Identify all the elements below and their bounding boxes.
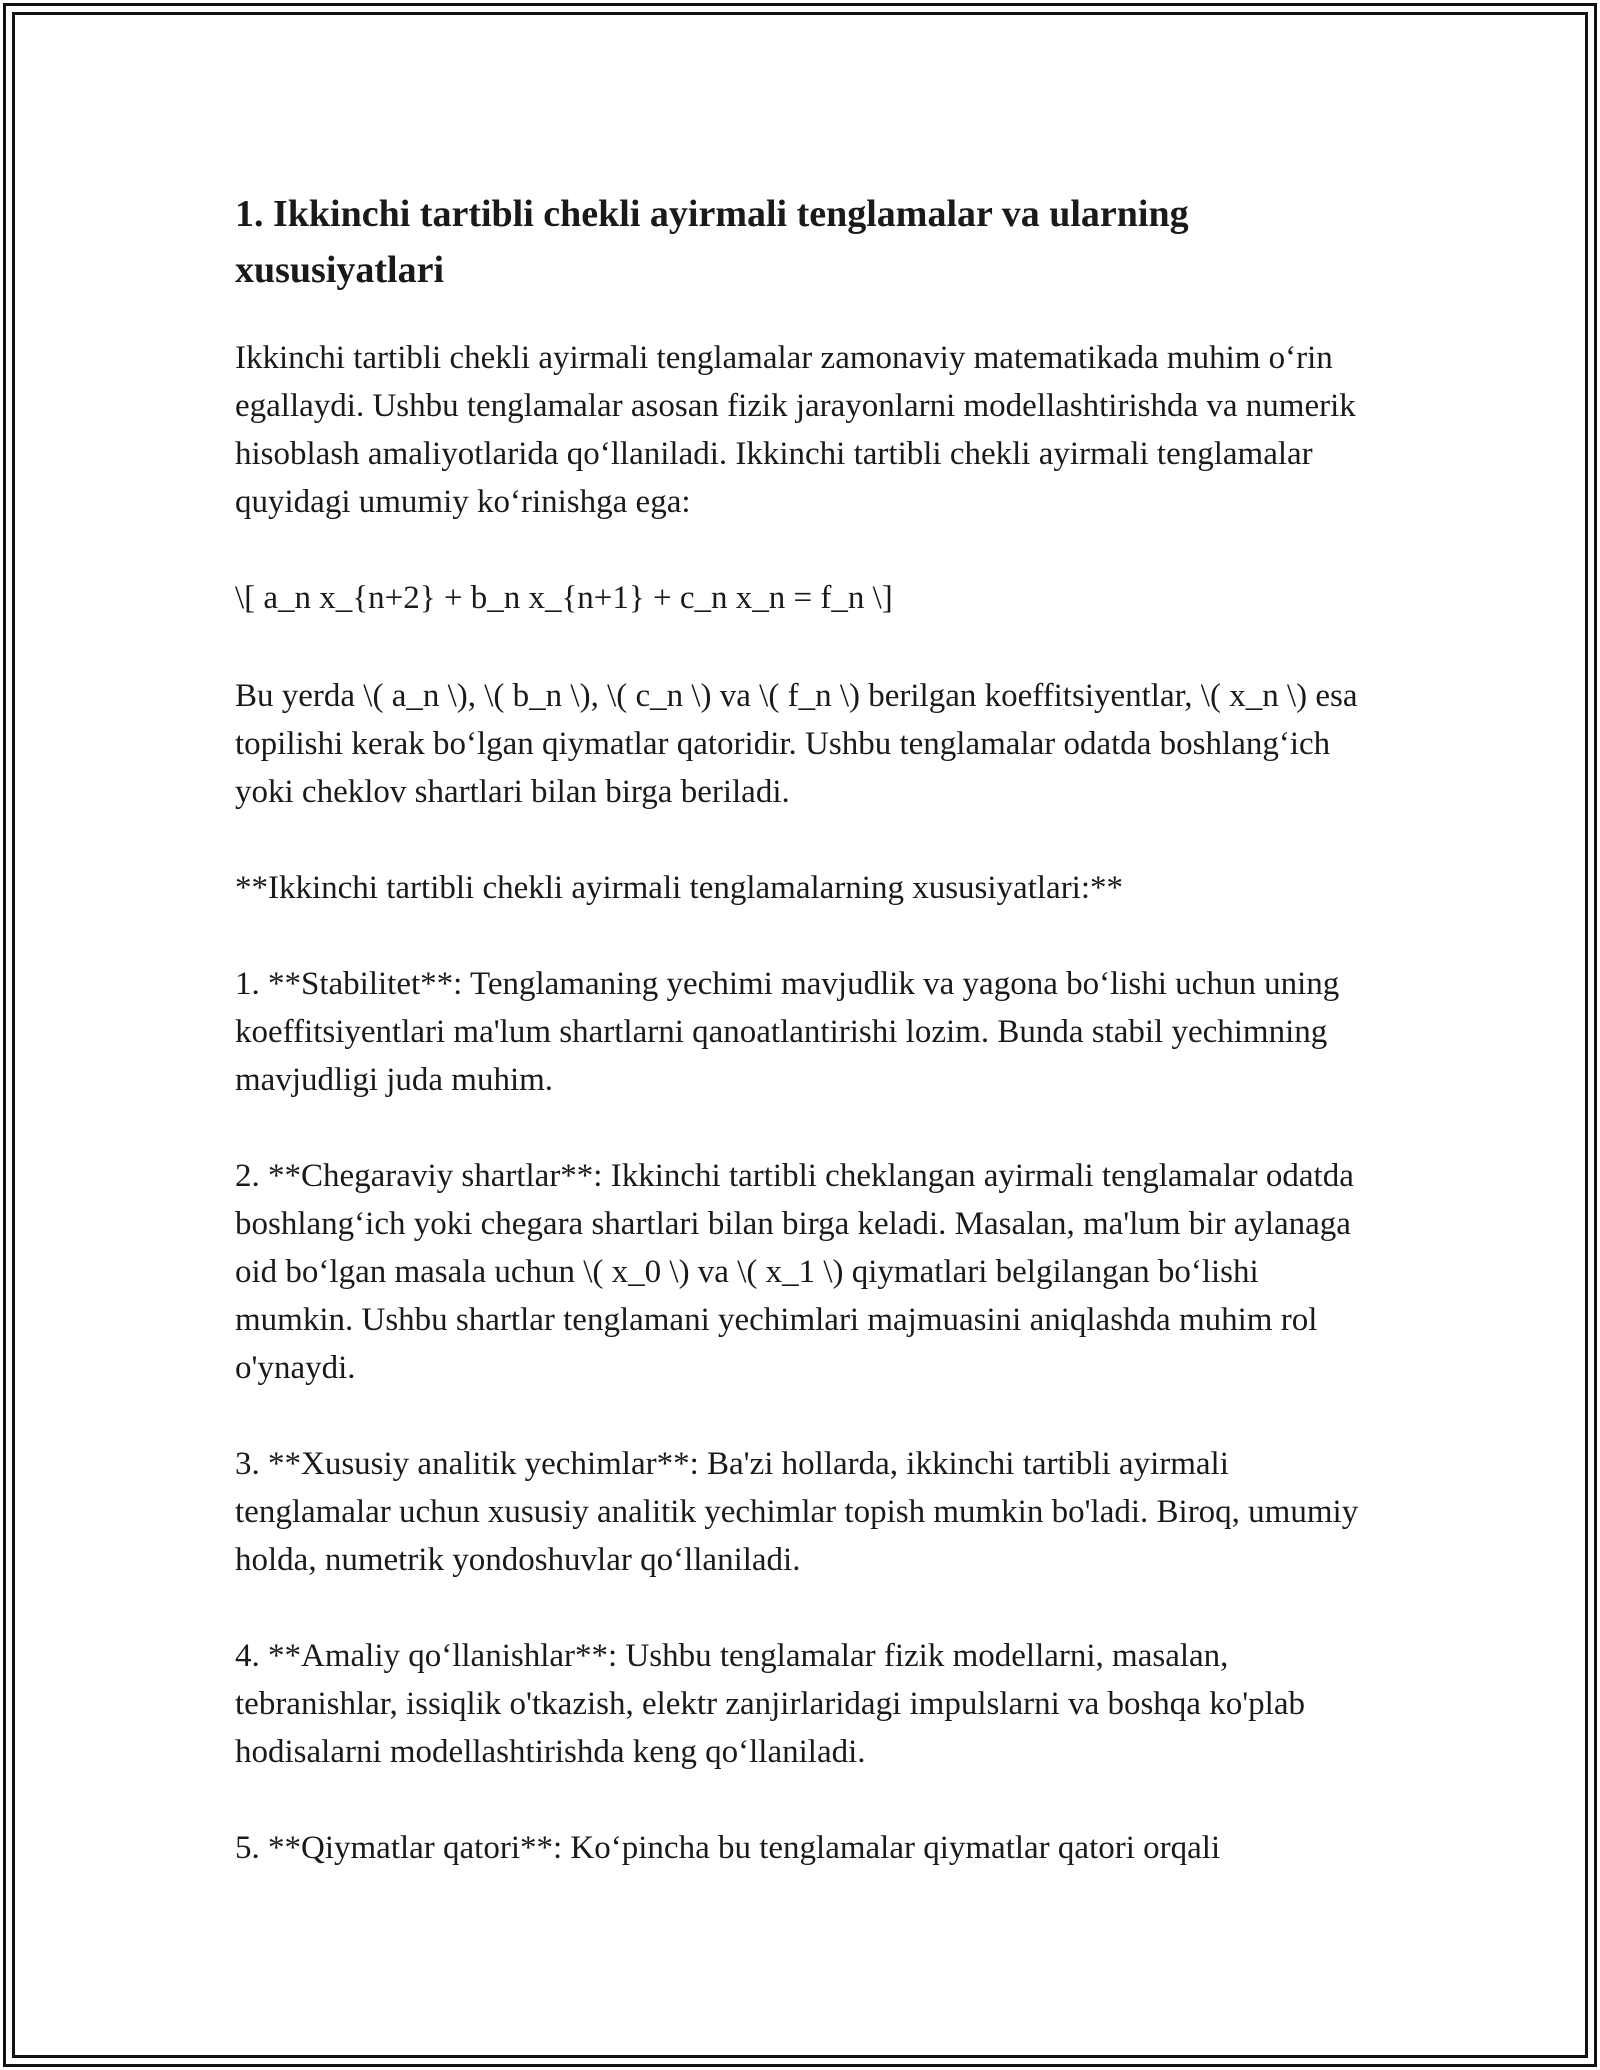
property-item-boundary-conditions: 2. **Chegaraviy shartlar**: Ikkinchi tartibli cheklangan ayirmali tenglamalar odatda boshlang‘ich yoki chegara shartlari bilan birga keladi. Masalan, ma'lum bir aylanaga oid bo‘lgan masala uchun \( x_0 \) va \( x_1 \) qiymatlari belgilangan bo‘lishi mumkin. Ushbu shartlar tenglamani yechimlari majmuasini aniqlashda muhim rol o'ynaydi.: [235, 1158, 1354, 1386]
property-item-stability: 1. **Stabilitet**: Tenglamaning yechimi mavjudlik va yagona bo‘lishi uchun uning koeffitsiyentlari ma'lum shartlarni qanoatlantirishi lozim. Bunda stabil yechimning mavjudligi juda muhim.: [235, 966, 1340, 1098]
property-item-applications: 4. **Amaliy qo‘llanishlar**: Ushbu tenglamalar fizik modellarni, masalan, tebranishlar, issiqlik o'tkazish, elektr zanjirlaridagi impulslarni va boshqa ko'plab hodisalarni modellashtirishda keng qo‘llaniladi.: [235, 1638, 1305, 1770]
property-item-value-series: 5. **Qiymatlar qatori**: Ko‘pincha bu tenglamalar qiymatlar qatori orqali: [235, 1830, 1221, 1866]
properties-heading: **Ikkinchi tartibli chekli ayirmali tenglamalarning xususiyatlari:**: [235, 870, 1124, 906]
coefficients-paragraph: Bu yerda \( a_n \), \( b_n \), \( c_n \) va \( f_n \) berilgan koeffitsiyentlar, \( x_n \) esa topilishi kerak bo‘lgan qiymatlar qatoridir. Ushbu tenglamalar odatda boshlang‘ich yoki cheklov shartlari bilan birga beriladi.: [235, 678, 1358, 810]
equation-line: \[ a_n x_{n+2} + b_n x_{n+1} + c_n x_n = f_n \]: [235, 580, 893, 616]
document-page: [235, 186, 1375, 1872]
property-item-analytic-solutions: 3. **Xususiy analitik yechimlar**: Ba'zi hollarda, ikkinchi tartibli ayirmali tenglamalar uchun xususiy analitik yechimlar topish mumkin bo'ladi. Biroq, umumiy holda, numetrik yondoshuvlar qo‘llaniladi.: [235, 1446, 1359, 1578]
intro-paragraph: Ikkinchi tartibli chekli ayirmali tenglamalar zamonaviy matematikada muhim o‘rin egallaydi. Ushbu tenglamalar asosan fizik jarayonlarni modellashtirishda va numerik hisoblash amaliyotlarida qo‘llaniladi. Ikkinchi tartibli chekli ayirmali tenglamalar quyidagi umumiy ko‘rinishga ega:: [235, 340, 1356, 520]
document-title: 1. Ikkinchi tartibli chekli ayirmali tenglamalar va ularning xususiyatlari: [235, 193, 1189, 291]
